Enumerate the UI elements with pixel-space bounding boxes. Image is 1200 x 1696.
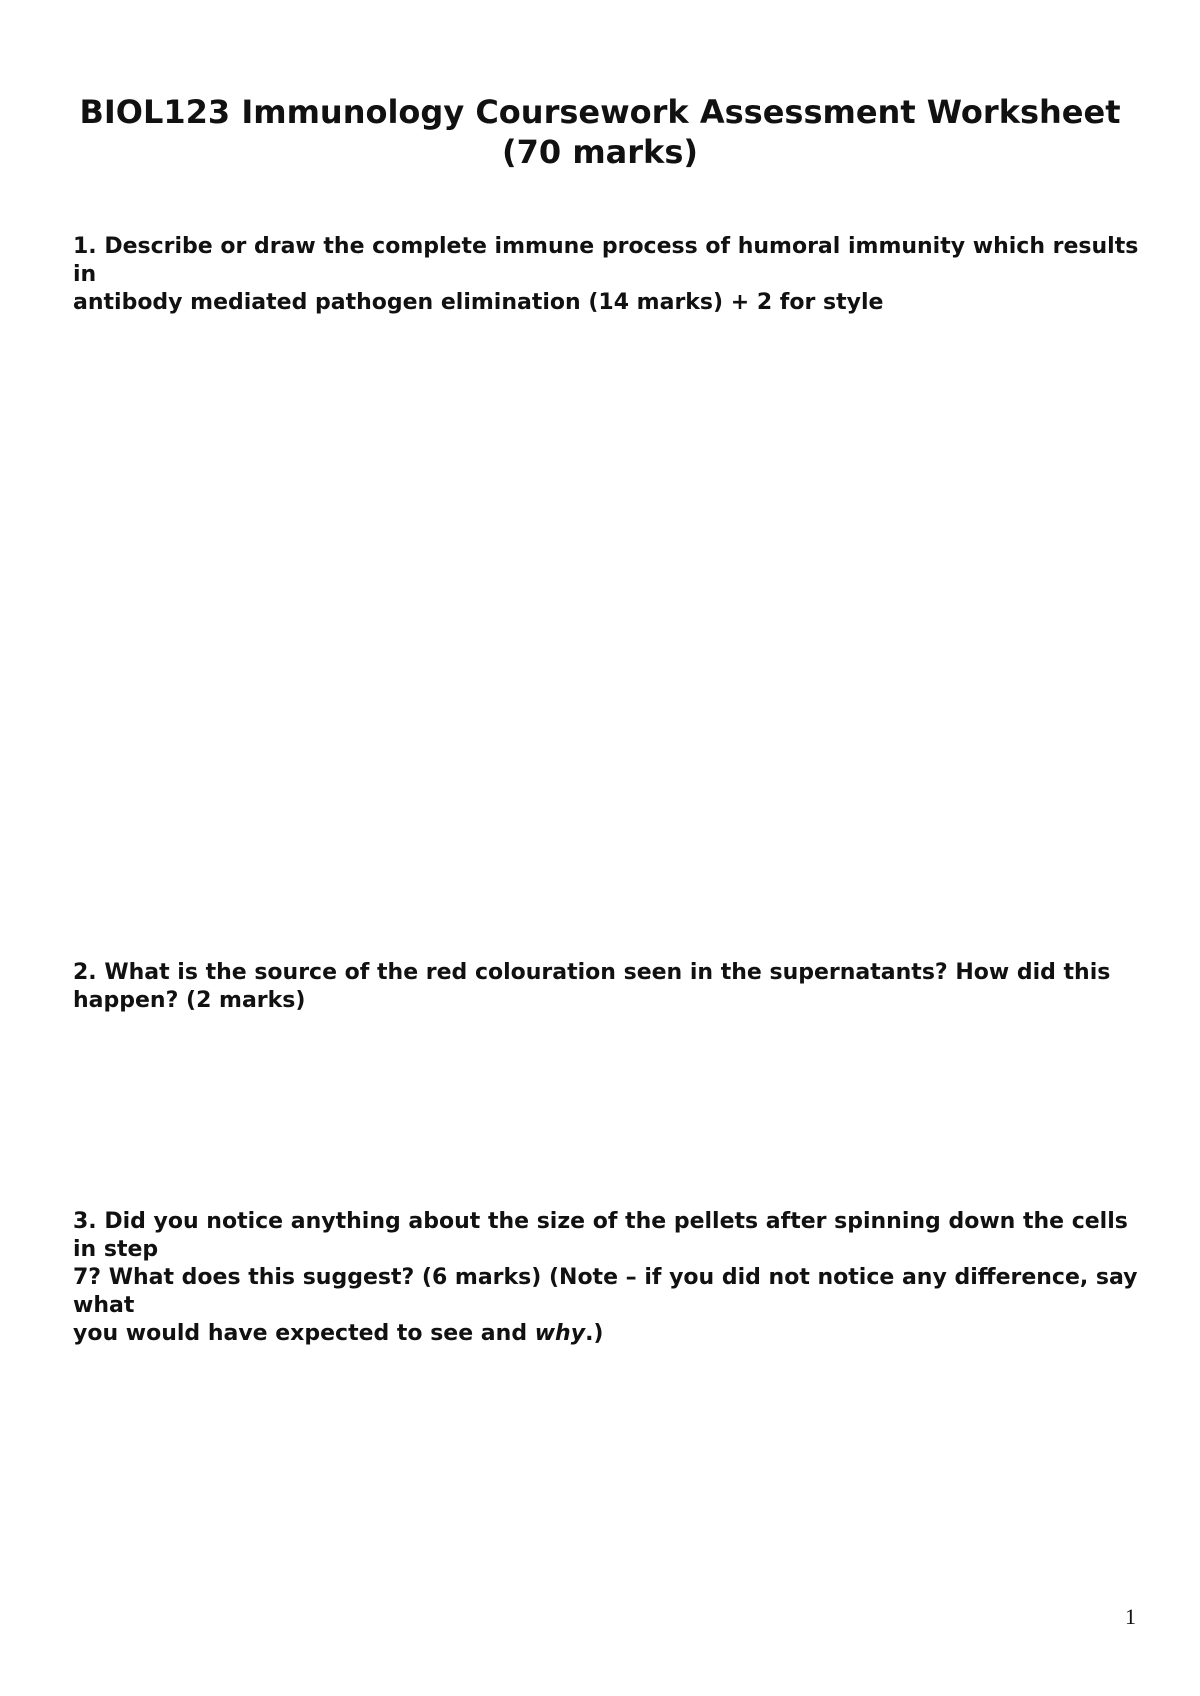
answer-space-2[interactable]	[73, 1022, 1143, 1192]
page-number: 1	[1125, 1604, 1136, 1629]
question-3-line-3-end: .)	[585, 1321, 604, 1346]
title-line-2: (70 marks)	[502, 133, 698, 171]
question-2	[73, 959, 1143, 1015]
answer-space-1[interactable]	[73, 300, 1143, 940]
question-2-line-2: happen? (2 marks)	[73, 988, 306, 1013]
title-line-1: BIOL123 Immunology Coursework Assessment Worksheet	[79, 93, 1121, 131]
question-1-line-1: 1. Describe or draw the complete immune process of humoral immunity which results in	[73, 234, 1139, 287]
question-3-line-3-start: you would have expected to see and	[73, 1321, 535, 1346]
answer-space-3[interactable]	[73, 1300, 1143, 1600]
question-3-line-1: 3. Did you notice anything about the size of the pellets after spinning down the cells in step	[73, 1209, 1128, 1262]
question-1-line-2: antibody mediated pathogen elimination (14 marks) + 2 for style	[73, 290, 884, 315]
question-2-line-1: 2. What is the source of the red colouration seen in the supernatants? How did this	[73, 960, 1111, 985]
question-3-line-2: 7? What does this suggest? (6 marks) (Note – if you did not notice any difference, say what	[73, 1265, 1138, 1318]
page-title	[60, 92, 1140, 172]
question-3-emphasis: why	[534, 1321, 586, 1346]
